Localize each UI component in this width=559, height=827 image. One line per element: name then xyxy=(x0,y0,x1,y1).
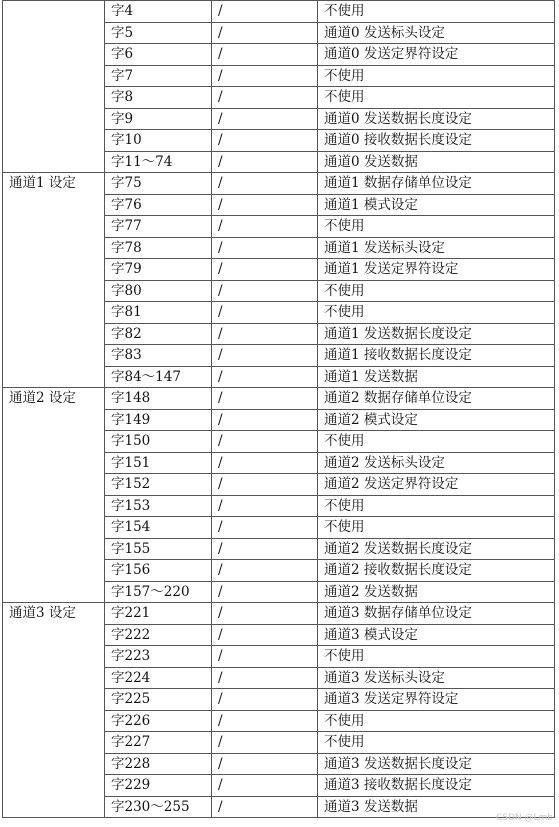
description-cell: 不使用 xyxy=(318,710,555,732)
description-cell: 通道2 发送标头设定 xyxy=(318,452,555,474)
word-cell: 字221 xyxy=(105,603,212,625)
word-cell: 字222 xyxy=(105,624,212,646)
setting-cell: / xyxy=(212,581,318,603)
word-cell: 字154 xyxy=(105,517,212,539)
description-cell: 不使用 xyxy=(318,87,555,109)
group-cell: 通道2 设定 xyxy=(3,388,105,603)
setting-cell: / xyxy=(212,87,318,109)
setting-cell: / xyxy=(212,495,318,517)
group-cell xyxy=(3,1,105,173)
setting-cell: / xyxy=(212,44,318,66)
word-cell: 字226 xyxy=(105,710,212,732)
setting-cell: / xyxy=(212,173,318,195)
setting-cell: / xyxy=(212,603,318,625)
description-cell: 通道2 发送定界符设定 xyxy=(318,474,555,496)
word-cell: 字7 xyxy=(105,65,212,87)
description-cell: 通道2 发送数据长度设定 xyxy=(318,538,555,560)
setting-cell: / xyxy=(212,366,318,388)
description-cell: 不使用 xyxy=(318,280,555,302)
setting-cell: / xyxy=(212,130,318,152)
description-cell: 通道2 发送数据 xyxy=(318,581,555,603)
description-cell: 不使用 xyxy=(318,65,555,87)
setting-cell: / xyxy=(212,151,318,173)
settings-table-body xyxy=(3,1,555,818)
setting-cell: / xyxy=(212,409,318,431)
group-cell: 通道1 设定 xyxy=(3,173,105,388)
word-cell: 字152 xyxy=(105,474,212,496)
table-row xyxy=(3,603,555,625)
description-cell: 不使用 xyxy=(318,216,555,238)
description-cell: 通道0 发送定界符设定 xyxy=(318,44,555,66)
description-cell: 通道3 接收数据长度设定 xyxy=(318,775,555,797)
description-cell: 通道1 发送定界符设定 xyxy=(318,259,555,281)
description-cell: 通道3 数据存储单位设定 xyxy=(318,603,555,625)
setting-cell: / xyxy=(212,796,318,818)
description-cell: 通道0 发送标头设定 xyxy=(318,22,555,44)
word-cell: 字77 xyxy=(105,216,212,238)
word-cell: 字157～220 xyxy=(105,581,212,603)
setting-cell: / xyxy=(212,259,318,281)
setting-cell: / xyxy=(212,65,318,87)
word-cell: 字84～147 xyxy=(105,366,212,388)
description-cell: 通道2 接收数据长度设定 xyxy=(318,560,555,582)
word-cell: 字229 xyxy=(105,775,212,797)
description-cell: 不使用 xyxy=(318,646,555,668)
description-cell: 不使用 xyxy=(318,302,555,324)
description-cell: 通道0 接收数据长度设定 xyxy=(318,130,555,152)
table-row xyxy=(3,1,555,23)
setting-cell: / xyxy=(212,280,318,302)
description-cell: 通道1 发送数据 xyxy=(318,366,555,388)
setting-cell: / xyxy=(212,323,318,345)
setting-cell: / xyxy=(212,646,318,668)
setting-cell: / xyxy=(212,452,318,474)
description-cell: 通道3 发送数据 xyxy=(318,796,555,818)
word-cell: 字153 xyxy=(105,495,212,517)
setting-cell: / xyxy=(212,753,318,775)
word-cell: 字151 xyxy=(105,452,212,474)
word-cell: 字150 xyxy=(105,431,212,453)
word-cell: 字228 xyxy=(105,753,212,775)
description-cell: 通道1 模式设定 xyxy=(318,194,555,216)
setting-cell: / xyxy=(212,22,318,44)
word-cell: 字230～255 xyxy=(105,796,212,818)
word-cell: 字79 xyxy=(105,259,212,281)
description-cell: 通道3 发送定界符设定 xyxy=(318,689,555,711)
description-cell: 不使用 xyxy=(318,517,555,539)
description-cell: 通道1 数据存储单位设定 xyxy=(318,173,555,195)
setting-cell: / xyxy=(212,538,318,560)
description-cell: 通道1 发送数据长度设定 xyxy=(318,323,555,345)
word-cell: 字6 xyxy=(105,44,212,66)
description-cell: 不使用 xyxy=(318,495,555,517)
setting-cell: / xyxy=(212,732,318,754)
setting-cell: / xyxy=(212,517,318,539)
setting-cell: / xyxy=(212,388,318,410)
word-cell: 字155 xyxy=(105,538,212,560)
setting-cell: / xyxy=(212,108,318,130)
setting-cell: / xyxy=(212,345,318,367)
description-cell: 不使用 xyxy=(318,431,555,453)
table-row xyxy=(3,173,555,195)
word-cell: 字78 xyxy=(105,237,212,259)
table-row xyxy=(3,388,555,410)
description-cell: 不使用 xyxy=(318,1,555,23)
word-cell: 字9 xyxy=(105,108,212,130)
setting-cell: / xyxy=(212,710,318,732)
word-cell: 字81 xyxy=(105,302,212,324)
word-cell: 字8 xyxy=(105,87,212,109)
word-cell: 字223 xyxy=(105,646,212,668)
word-cell: 字225 xyxy=(105,689,212,711)
setting-cell: / xyxy=(212,667,318,689)
word-cell: 字149 xyxy=(105,409,212,431)
watermark: CSDN @Lmb xyxy=(495,813,553,823)
word-cell: 字227 xyxy=(105,732,212,754)
setting-cell: / xyxy=(212,775,318,797)
setting-cell: / xyxy=(212,474,318,496)
settings-table xyxy=(2,0,555,818)
description-cell: 通道2 模式设定 xyxy=(318,409,555,431)
word-cell: 字83 xyxy=(105,345,212,367)
description-cell: 通道3 发送数据长度设定 xyxy=(318,753,555,775)
word-cell: 字11～74 xyxy=(105,151,212,173)
description-cell: 通道3 模式设定 xyxy=(318,624,555,646)
setting-cell: / xyxy=(212,431,318,453)
setting-cell: / xyxy=(212,216,318,238)
description-cell: 通道2 数据存储单位设定 xyxy=(318,388,555,410)
setting-cell: / xyxy=(212,194,318,216)
word-cell: 字4 xyxy=(105,1,212,23)
setting-cell: / xyxy=(212,302,318,324)
description-cell: 通道1 发送标头设定 xyxy=(318,237,555,259)
word-cell: 字10 xyxy=(105,130,212,152)
word-cell: 字5 xyxy=(105,22,212,44)
description-cell: 通道0 发送数据长度设定 xyxy=(318,108,555,130)
setting-cell: / xyxy=(212,560,318,582)
word-cell: 字75 xyxy=(105,173,212,195)
setting-cell: / xyxy=(212,237,318,259)
word-cell: 字76 xyxy=(105,194,212,216)
setting-cell: / xyxy=(212,689,318,711)
group-cell: 通道3 设定 xyxy=(3,603,105,818)
description-cell: 不使用 xyxy=(318,732,555,754)
description-cell: 通道3 发送标头设定 xyxy=(318,667,555,689)
word-cell: 字82 xyxy=(105,323,212,345)
setting-cell: / xyxy=(212,624,318,646)
setting-cell: / xyxy=(212,1,318,23)
description-cell: 通道1 接收数据长度设定 xyxy=(318,345,555,367)
word-cell: 字80 xyxy=(105,280,212,302)
description-cell: 通道0 发送数据 xyxy=(318,151,555,173)
word-cell: 字224 xyxy=(105,667,212,689)
word-cell: 字156 xyxy=(105,560,212,582)
word-cell: 字148 xyxy=(105,388,212,410)
